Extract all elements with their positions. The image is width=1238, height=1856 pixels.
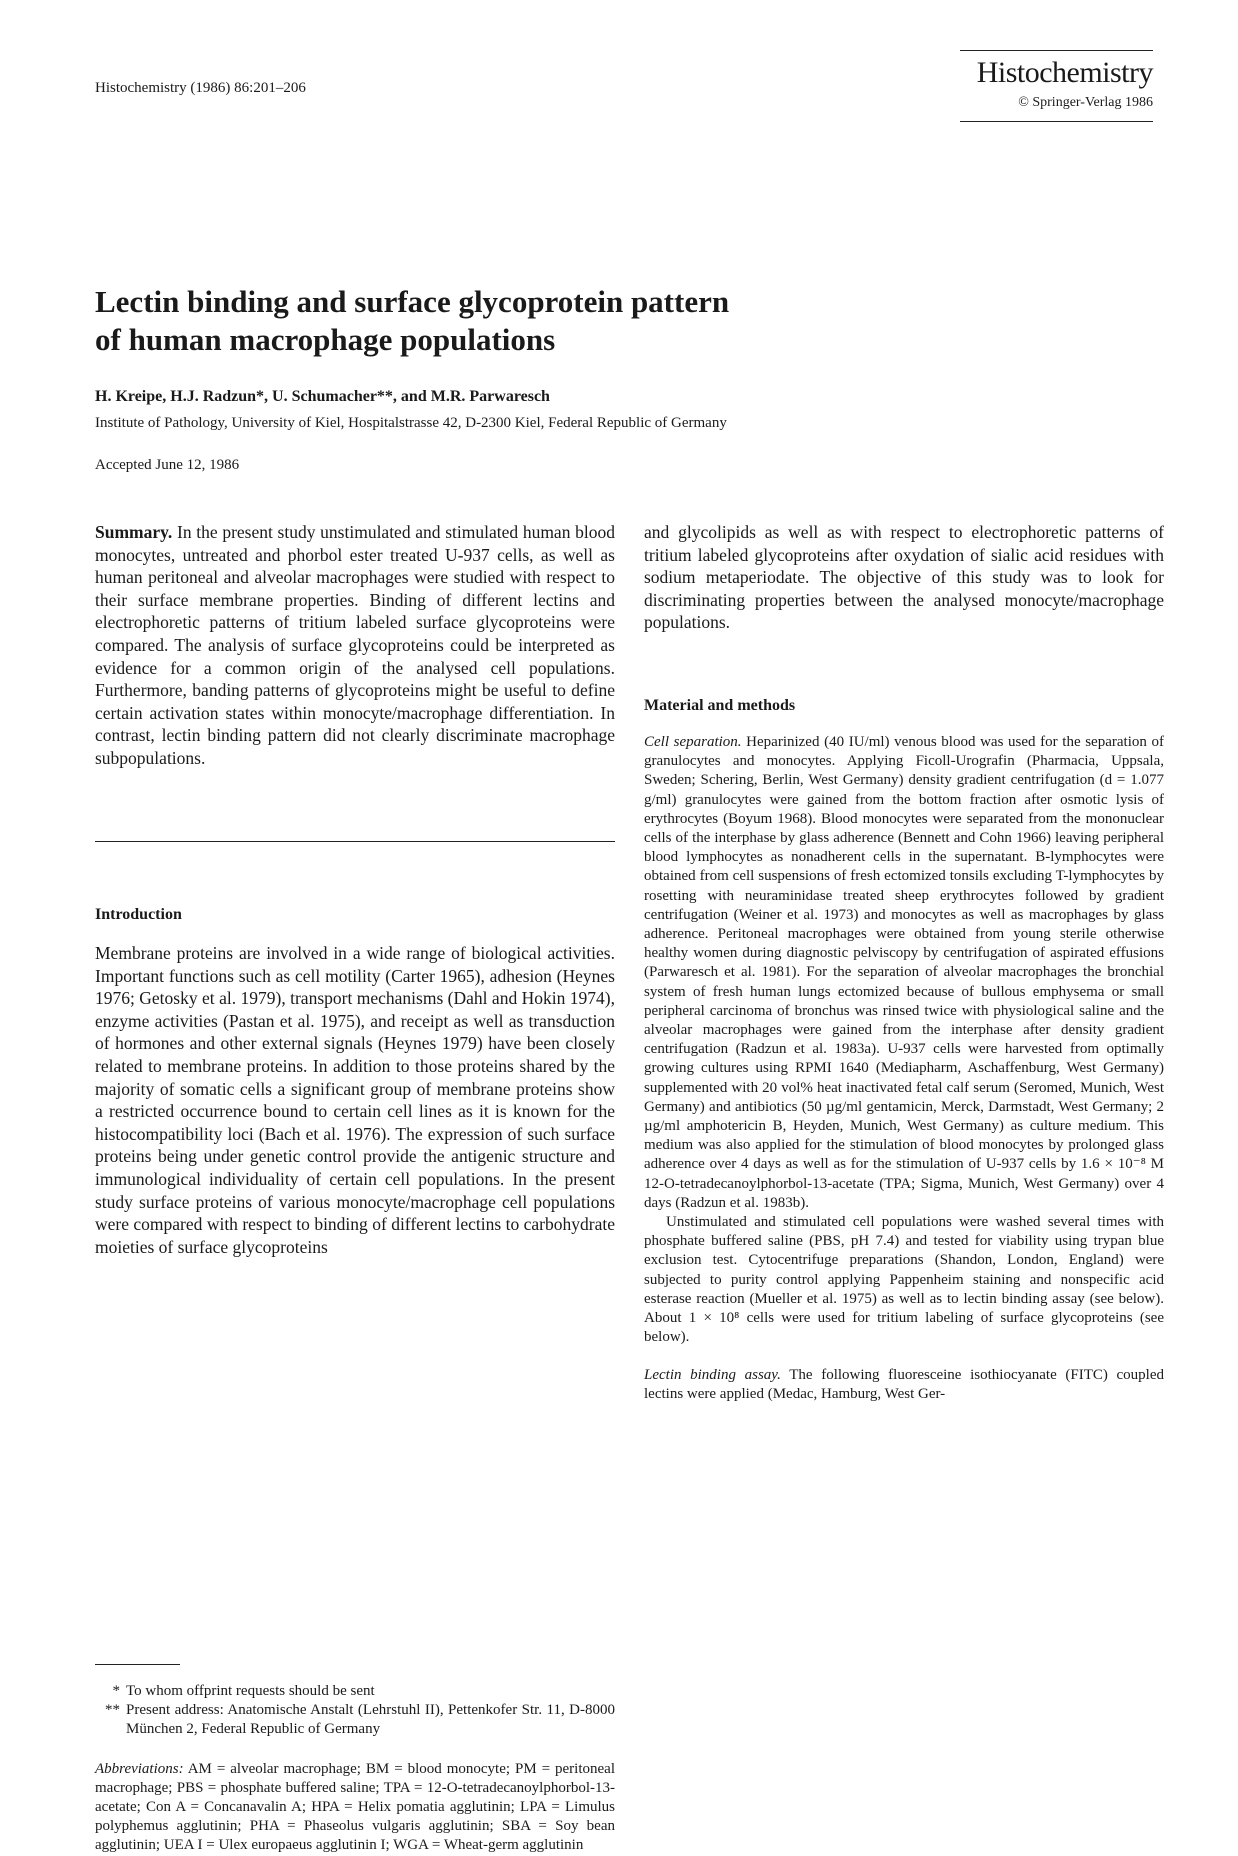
abbreviations-text: AM = alveolar macrophage; BM = blood monocyte; PM = peritoneal macrophage; PBS = phosphate buffered saline; TPA = 12-O-tetradecanoylphorbol-13-acetate; Con A = Concanavalin A; HPA = Helix pomatia agglutinin; LPA = Limulus polyphemus agglutinin; PHA = Phaseolus vulgaris agglutinin; SBA = Soy bean agglutinin; UEA I = Ulex europaeus agglutinin I; WGA = Wheat-germ agglutinin — [95, 1760, 615, 1854]
footnotes — [95, 1682, 615, 1856]
journal-masthead — [960, 50, 1153, 122]
summary-label: Summary. — [95, 522, 173, 542]
methods-section — [644, 697, 1164, 1404]
title-line-2: of human macrophage populations — [95, 322, 556, 357]
introduction-heading: Introduction — [95, 906, 182, 923]
publisher-line: © Springer-Verlag 1986 — [1018, 95, 1153, 110]
cell-separation-paragraph — [644, 733, 1164, 1213]
affiliation: Institute of Pathology, University of Kiel, Hospitalstrasse 42, D-2300 Kiel, Federal Republic of Germany — [95, 415, 727, 431]
footnote-1-mark: * — [112, 1683, 120, 1699]
footnote-1 — [95, 1682, 615, 1701]
footnote-2-text: Present address: Anatomische Anstalt (Lehrstuhl II), Pettenkofer Str. 11, D-8000 München 2, Federal Republic of Germany — [126, 1702, 615, 1738]
abbreviations-label: Abbreviations: — [95, 1760, 184, 1777]
accepted-date: Accepted June 12, 1986 — [95, 457, 240, 473]
footnote-2 — [95, 1701, 615, 1739]
title-line-1: Lectin binding and surface glycoprotein pattern — [95, 284, 730, 319]
introduction-paragraph: Membrane proteins are involved in a wide range of biological activities. Important functions such as cell motility (Carter 1965), adhesion (Heynes 1976; Getosky et al. 1979), transport mechanisms (Dahl and Hokin 1974), enzyme activities (Pastan et al. 1975), and receipt as well as transduction of hormones and other external signals (Heynes 1979) have been closely related to membrane proteins. In addition to those proteins shared by the majority of somatic cells a significant group of membrane proteins show a restricted occurrence bound to certain cell lines as it is known for the histocompatibility loci (Bach et al. 1976). The expression of such surface proteins being under genetic control provide the antigenic structure and immunological individuality of certain cell populations. In the present study surface proteins of various monocyte/macrophage cell populations were compared with respect to binding of different lectins to carbohydrate moieties of surface glycoproteins — [95, 943, 615, 1257]
summary-paragraph — [95, 521, 615, 770]
right-column-continuation — [644, 521, 1164, 634]
masthead-bottom-rule — [960, 121, 1153, 122]
footnote-2-mark: ** — [105, 1702, 120, 1719]
introduction-section — [95, 906, 615, 1258]
methods-heading: Material and methods — [644, 697, 796, 714]
footnote-rule — [95, 1664, 180, 1665]
washing-paragraph: Unstimulated and stimulated cell populations were washed several times with phosphate buffered saline (PBS, pH 7.4) and tested for viability using trypan blue exclusion test. Cytocentrifuge preparations (Shandon, London, England) were subjected to purity control applying Pappenheim staining and nonspecific acid esterase reaction (Mueller et al. 1975) as well as to lectin binding assay (see below). About 1 × 10⁸ cells were used for tritium labeling of surface glycoproteins (see below). — [644, 1214, 1164, 1346]
continued-paragraph: and glycolipids as well as with respect to electrophoretic patterns of tritium labeled glycoproteins after oxydation of sialic acid residues with sodium metaperiodate. The objective of this study was to look for discriminating properties between the analysed monocyte/macrophage populations. — [644, 522, 1164, 633]
journal-name: Histochemistry — [976, 56, 1153, 89]
cell-separation-label: Cell separation. — [644, 734, 742, 750]
summary-section — [95, 521, 615, 770]
lectin-assay-text: The following fluoresceine isothiocyanate (FITC) coupled lectins were applied (Medac, Hamburg, West Ger- — [644, 1366, 1164, 1402]
cell-separation-text: Heparinized (40 IU/ml) venous blood was used for the separation of granulocytes and monocytes. Applying Ficoll-Urografin (Pharmacia, Uppsala, Sweden; Schering, Berlin, West Germany) density gradient centrifugation (d = 1.077 g/ml) granulocytes were gained from the bottom fraction after osmotic lysis of erythrocytes (Boyum 1968). Blood monocytes were separated from the mononuclear cells of the interphase by glass adherence (Bennett and Cohn 1966) leaving peripheral blood lymphocytes as nonadherent cells in the supernatant. B-lymphocytes were obtained from cell suspensions of fresh ectomized tonsils excluding T-lymphocytes by rosetting with neuraminidase treated sheep erythrocytes followed by gradient centrifugation (Weiner et al. 1973) and monocytes as well as macrophages by glass adherence. Peritoneal macrophages were obtained from young sterile otherwise healthy women during diagnostic pelviscopy by centrifugation of aspirated effusions (Parwaresch et al. 1981). For the separation of alveolar macrophages the bronchial system of fresh human lungs ectomized because of bullous emphysema or small peripheral carcinoma of bronchus was rinsed twice with physiological saline and the alveolar macrophages were gained from the interphase after density gradient centrifugation (Radzun et al. 1983a). U-937 cells were harvested from optimally growing cultures using RPMI 1640 (Mediapharm, Aschaffenburg, West Germany) supplemented with 20 vol% heat inactivated fetal calf serum (Seromed, Munich, West Germany) and antibiotics (50 µg/ml gentamicin, Merck, Darmstadt, West Germany; 2 µg/ml amphotericin B, Heyden, Munich, West Germany) as culture medium. This medium was also applied for the stimulation of blood monocytes by prolonged glass adherence over 4 days as well as for the stimulation of U-937 cells by 1.6 × 10⁻⁸ M 12-O-tetradecanoylphorbol-13-acetate (TPA; Sigma, Munich, West Germany) over 4 days (Radzun et al. 1983b). — [644, 734, 1164, 1211]
footnote-1-text: To whom offprint requests should be sent — [126, 1683, 375, 1699]
author-list: H. Kreipe, H.J. Radzun*, U. Schumacher**, and M.R. Parwaresch — [95, 388, 550, 405]
abbreviations-paragraph — [95, 1760, 615, 1856]
masthead-top-rule — [960, 50, 1153, 51]
lectin-assay-label: Lectin binding assay. — [644, 1366, 781, 1383]
article-title — [95, 283, 995, 359]
summary-text: In the present study unstimulated and stimulated human blood monocytes, untreated and phorbol ester treated U-937 cells, as well as human peritoneal and alveolar macrophages were studied with respect to their surface membrane properties. Binding of different lectins and electrophoretic patterns of tritium labeled surface glycoproteins were compared. The analysis of surface glycoproteins could be interpreted as evidence for a common origin of the analysed cell populations. Furthermore, banding patterns of glycoproteins might be useful to define certain activation states within monocyte/macrophage differentiation. In contrast, lectin binding pattern did not clearly discriminate macrophage subpopulations. — [95, 522, 615, 768]
section-divider — [95, 841, 615, 842]
running-header: Histochemistry (1986) 86:201–206 — [95, 80, 306, 96]
lectin-assay-paragraph — [644, 1366, 1164, 1404]
